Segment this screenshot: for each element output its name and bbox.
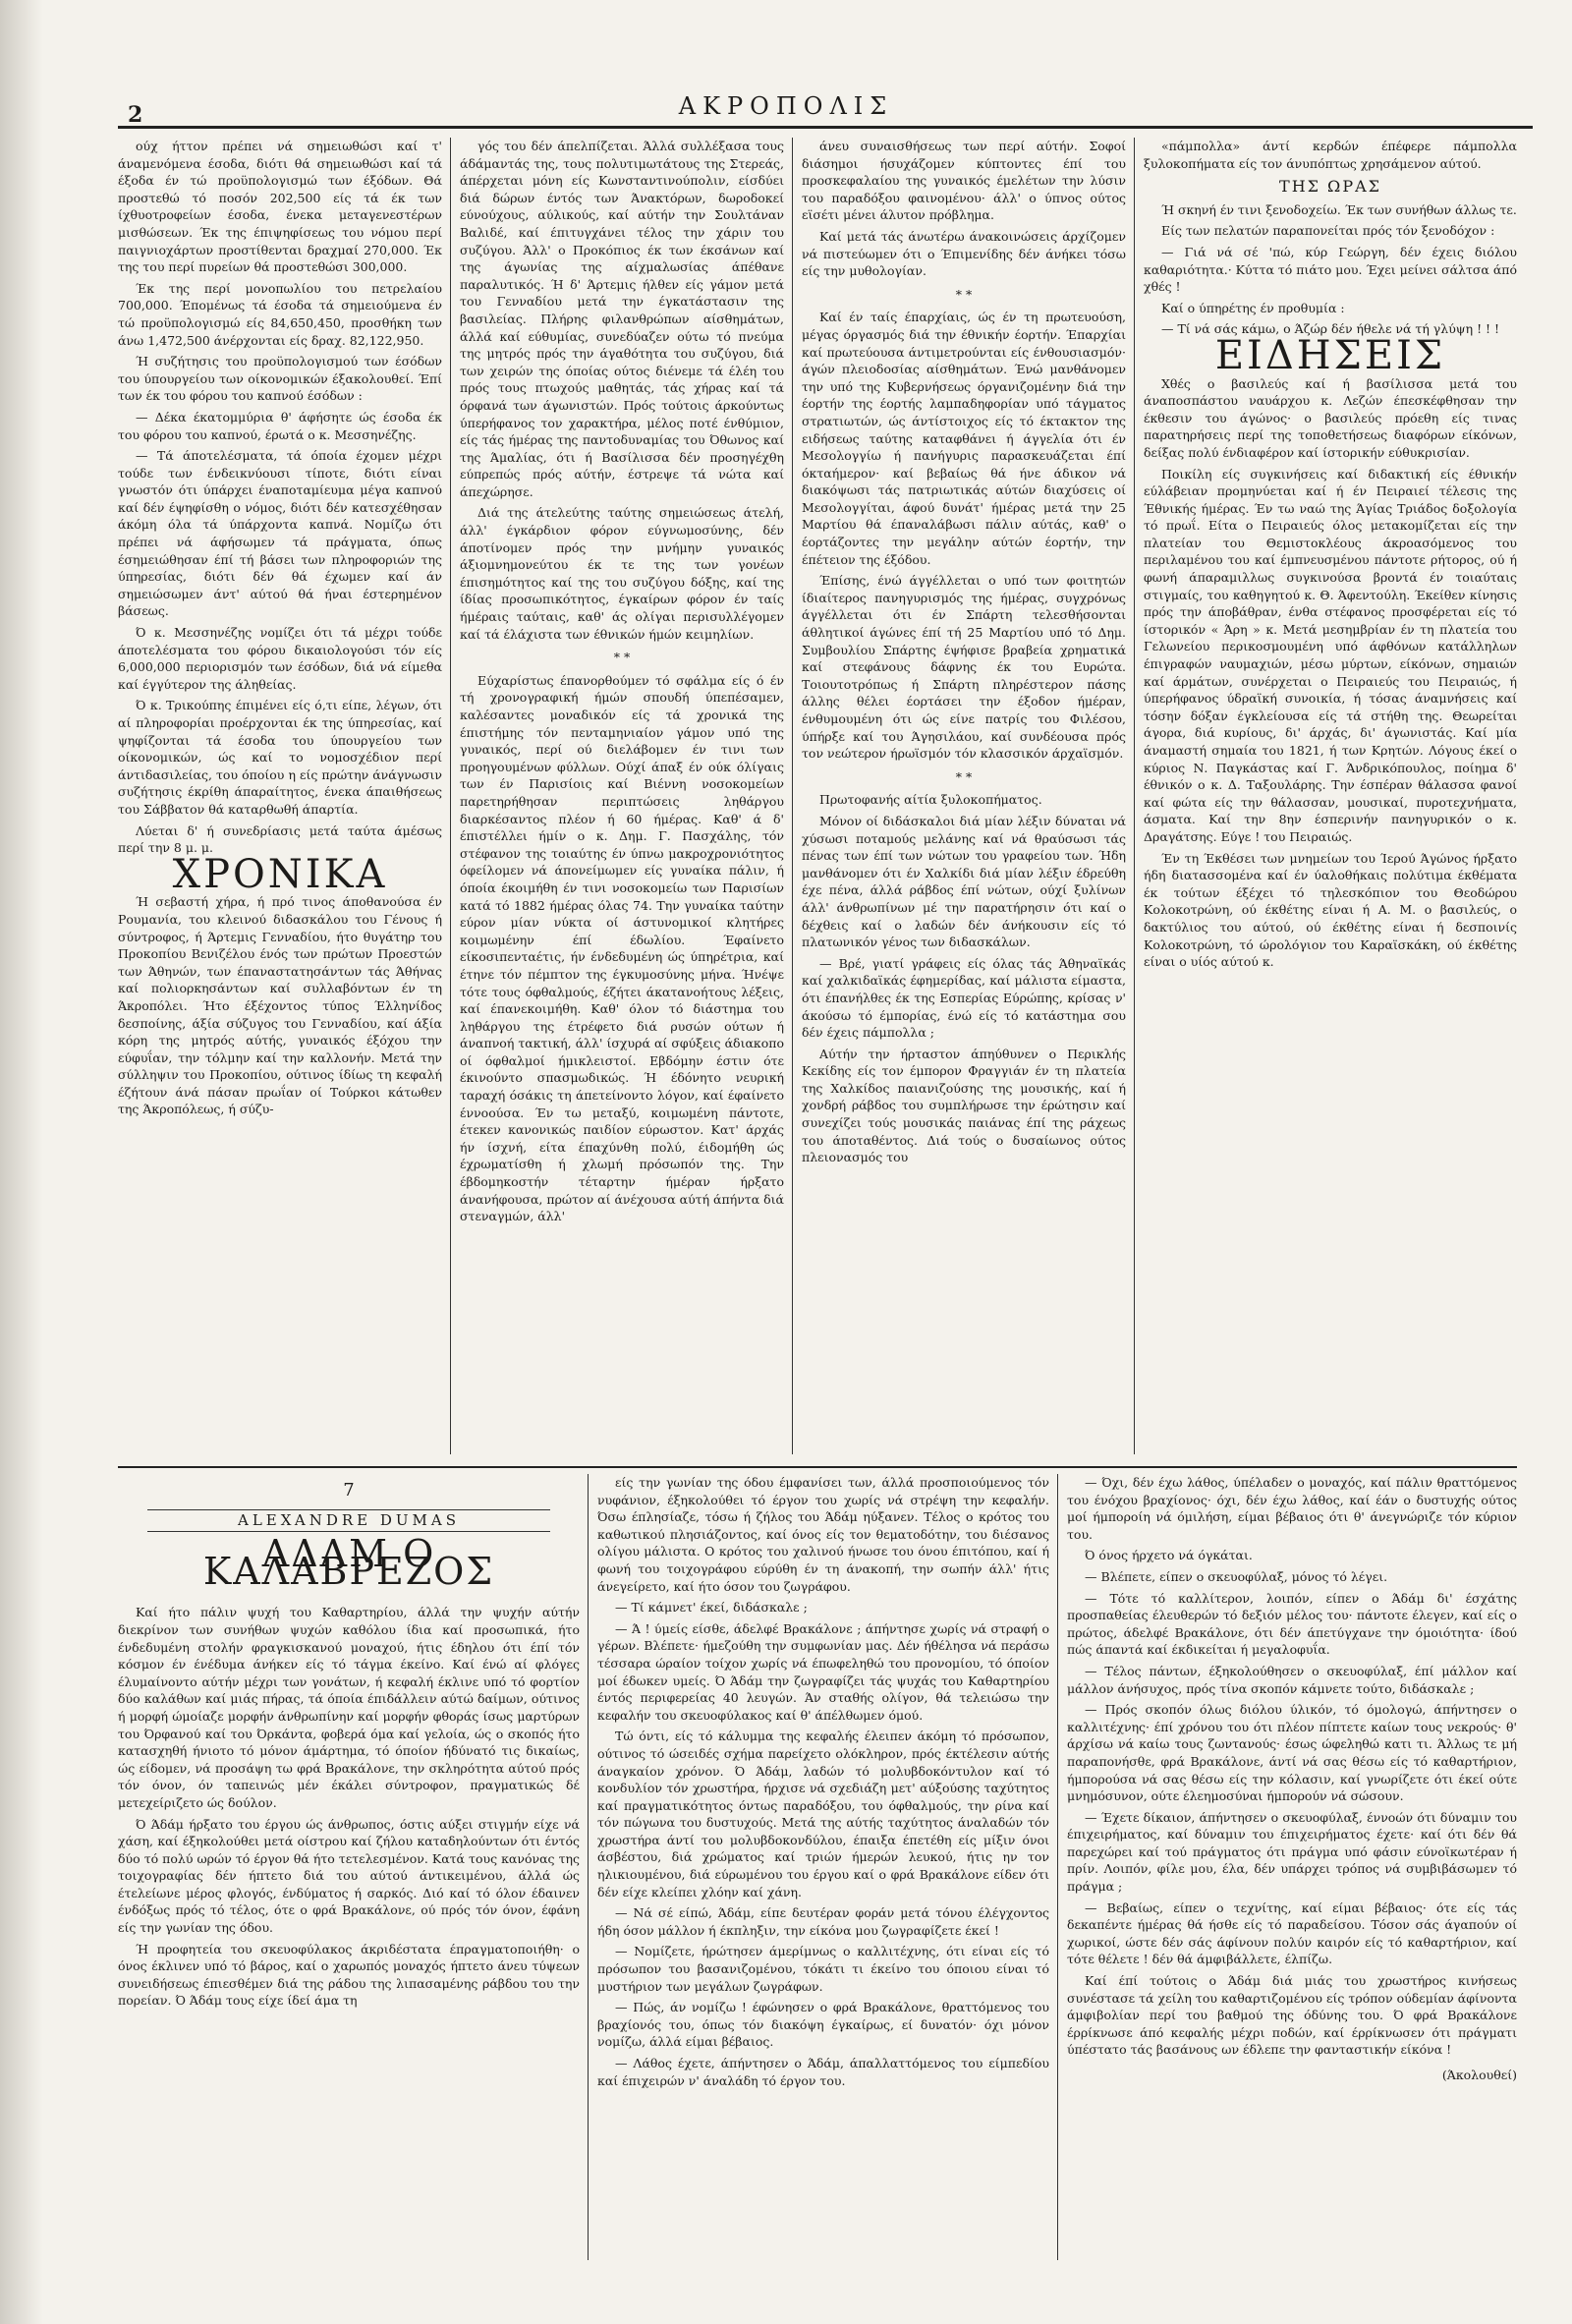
paragraph: — Τότε τό καλλίτερον, λοιπόν, είπεν ο Άδάμ δι' έσχάτης προσπαθείας έλευθερών τό δεξιόν μέλος του· πάντοτε έλεγεν, καί είς ο πρώτος, άδελφέ Βρακάλονε, ότι δέν άπετύγχανε την όμοιότητα· ίδού πώς άπαντά καί έκδικείται ή μεγαλοφυΐα. <box>1067 1590 1517 1658</box>
paragraph: Ή προφητεία του σκευοφύλακος άκριδέστατα έπραγματοποιήθη· ο όνος έκλινεν υπό τό βάρος, καί ο χαρωπός μοναχός ήπτετο άνευ τύψεων συνειδήσεως έπιεσθέμεν διά της ράδου της λιπασαμένης ράβδου του την πορείαν. Ό Άδάμ τους είχε ίδεί άμα τη <box>118 1941 580 2009</box>
section-title-tis-oras: ΤΗΣ ΩΡΑΣ <box>1279 177 1381 197</box>
col4-paras <box>1144 138 1517 172</box>
paragraph: Διά της άτελεύτης ταύτης σημειώσεως άτελή, άλλ' έγκάρδιον φόρον εύγνωμοσύνης, δέν άποτίνομεν πρός την μνήμην γυναικός άξιομνημονεύτου έκ τε της των γονέων έπισημότητος καί της του συζύγου δόξης, καί της ίδίας προσωπικότητος, έγκαίρων φόρον έν ταίς ήμέραις ταύταις, καθ' άς ολίγαι περισυλλέγομεν καί τά έλάχιστα των έθνικών ήμών κειμηλίων. <box>460 505 784 642</box>
paragraph: — Βλέπετε, είπεν ο σκευοφύλαξ, μόνος τό λέγει. <box>1085 1568 1388 1584</box>
col4-paras3 <box>1144 375 1517 971</box>
masthead-rule <box>118 126 1533 129</box>
novel-title: ΑΔΑΜ Ο ΚΑΛΑΒΡΕΖΟΣ <box>202 1532 495 1593</box>
paragraph: — Τέλος πάντων, έξηκολούθησεν ο σκευοφύλαξ, έπί μάλλον καί μάλλον άνήσυχος, πρός τίνα σκοπόν κάμνετε τούτο, διδάσκαλε ; <box>1067 1663 1517 1696</box>
paragraph: — Τί νά σάς κάμω, ο Άζώρ δέν ήθελε νά τή γλύψη ! ! ! <box>1161 321 1500 337</box>
novel-col3-paras <box>1067 1474 1517 2059</box>
col1-paras2 <box>118 893 442 1118</box>
paragraph: Έν τη Έκθέσει των μνημείων του Ίερού Άγώνος ήρξατο ήδη διατασσομένα καί έν ύαλοθήκαις πολύτιμα έκθέματα έκ τούτων έξέχει τό τηλεσκόπιον του Θεοδώρου Κολοκοτρώνη, ού έκθέτης είναι ή Α. Μ. ο βασιλεύς, ο δακτύλιος του αύτού, ού έκθέτης είναι ή δεσποινίς Κολοκοτρώνη, τό ώρολόγιον του Καραϊσκάκη, ού έκθέτης είναι ο υίός αύτού κ. <box>1144 850 1517 970</box>
paragraph: Καί ο ύπηρέτης έν προθυμία : <box>1161 300 1345 315</box>
col2-paras <box>460 138 784 643</box>
paragraph: Εύχαρίστως έπανορθούμεν τό σφάλμα είς ό έν τή χρονογραφική ήμών σπουδή ύπεπέσαμεν, καλέσαντες μοναδικόν είς τά χρονικά της έπιστήμης τόν πενταμηνιαίον γάμον υπό της γυναικός, περί ού διελάβομεν έν τινι των προηγουμένων φύλλων. Ούχί άπαξ έν ούκ όλίγαις των έν Παρισίοις καί Βιέννη νοσοκομείων παρετηρήθησαν περιπτώσεις ληθάργου διαρκέσαντος πλέον ή 60 ήμέρας. Καθ' ά δ' έπιστέλλει ήμίν ο κ. Δημ. Γ. Πασχάλης, τόν στέφανον της τοιαύτης έν ύπνω μακροχρονιότητος όφείλομεν νά άπονείμωμεν είς γυναίκα πάλιν, ή όποία έκοιμήθη έν τινι νοσοκομείω των Παρισίων κατά τό 1882 ήμέρας όλας 74. Την γυναίκα ταύτην εύρον μίαν νύκτα οί άστυνομικοί κλητήρες κοιμωμένην έπί έδωλίου. Έφαίνετο είκοσιπενταέτις, ήν ένδεδυμένη ώς ύπηρέτρια, καί έτηνε τόν πέμπτον της έγκυμοσύνης μήνα. Ήνέψε τότε τους όφθαλμούς, έζήτει άκατανοήτους λέξεις, καί έπανεκοιμήθη. Καθ' όλον τό διάστημα του ληθάργου της έτρέφετο διά ρυσών ούτων ή άναπνοή τακτική, άλλ' ίσχυρά αί σφύξεις άδιακοπο οί όφθαλμοί ήμικλειστοί. Εβδόμην έστιν ότε έκινούντο σπασμωδικώς. Ή έδόνητο νευρική ταραχή όσάκις τη άπετείνοντο λόγον, καί έφαίνετο έννοούσα. Έν τω μεταξύ, κοιμωμένη πάντοτε, έτεκεν κανονικώς παιδίον εύρωστον. Κατ' άρχάς ήν ίσχνή, είτα έπαχύνθη πολύ, έιδομήθη ώς έχρωματίσθη ή χλωμή πρόσωπόν της. Την έβδομηκοστήν τέταρτην ήμέραν ήρξατο άνανήφουσα, πρώτον αί άνέχουσα αύτή άπήντα διά στεναγμών, άλλ' <box>460 672 784 1224</box>
paragraph: Ό Άδάμ ήρξατο του έργου ώς άνθρωπος, όστις αύξει στιγμήν είχε νά χάση, καί έξηκολούθει μετά οίστρου καί ζήλου καταδηλούντων ότι έντός δύο τό πολύ ωρών τό έργον θά ήτο τετελεσμένον. Κατά τους κανόνας της τοιχογραφίας δέν ήπτετο διά του αύτού άντικειμένου, άλλά ώς έτελείωνε μέρος φλογός, ένδύματος ή σαρκός. Διό καί τό όλον έδαινεν ένδόξως πρός τό τέλος, ότε ο φρά Βρακάλονε, ού πρός τόν όνον, έφάνη είς την γωνίαν της όδου. <box>118 1816 580 1936</box>
column-divider <box>450 138 451 1454</box>
paragraph: Πρωτοφανής αίτία ξυλοκοπήματος. <box>819 792 1042 808</box>
column-divider <box>1134 138 1135 1454</box>
separator-stars: * * <box>955 768 973 784</box>
column-divider <box>792 138 793 1454</box>
novel-column-3 <box>1067 1474 1517 2260</box>
col3-paras <box>802 138 1126 280</box>
paragraph: — Βρέ, γιατί γράφεις είς όλας τάς Άθηναϊκάς καί χαλκιδαϊκάς έφημερίδας, καί μάλιστα είμαστα, ότι έπανήλθες έκ της Εσπερίας Εύρώπης, κρίσας ν' άκούσω τό έμπορίας, ένώ είς τό κατάστημα σου δέν έχεις πάμπολλα ; <box>802 955 1126 1041</box>
paragraph: Ή σεβαστή χήρα, ή πρό τινος άποθανούσα έν Ρουμανία, του κλεινού διδασκάλου του Γένους ή σύντροφος, ή Άρτεμις Γενναδίου, ήτο θυγάτηρ του Προκοπίου Βενιζέλου ένός των πρώτων Προεστών των Άθηνών, των έπαναστατησάντων τάς Άθήνας καί πολιορκησάντων καί συλλαβόντων έν τη Άκροπόλει. Ήτο έξέχοντος τύπος Έλληνίδος δεσποίνης, άξία σύζυγος του Γενναδίου, καί άξία κόρη της μητρός αύτής, γυναικός έξόχου την εύφυΐαν, την τόλμην καί την καλλονήν. Μετά την σύλληψιν του Προκοπίου, ούτινος ίδίως τη κεφαλή έζήτουν άνά πάσαν πρωΐαν οί Τούρκοι κάτωθεν της Άκροπόλεως, ή σύζυ- <box>118 894 442 1117</box>
novel-column-1 <box>118 1474 580 2260</box>
paragraph: Ό όνος ήρχετο νά όγκάται. <box>1085 1548 1253 1563</box>
novel-column-2 <box>597 1474 1049 2260</box>
novel-col2-paras <box>597 1474 1049 2089</box>
col2-paras2 <box>460 672 784 1225</box>
paragraph: είς την γωνίαν της όδου έμφανίσει των, άλλά προσποιούμενος τόν νυφάνιον, έξηκολούθει τό έργον του χωρίς νά στρέψη την κεφαλήν. Όσω έπλησίαζε, τόσω ή ζήλος του Άδάμ ηύξανεν. Τέλος ο κρότος του καθωτικού πλησιάζοντος, καί όνος είς τον θεματοδότην, του διέσανος ολίγου μάλιστα. Ο κρότος του χαλινού ήνωσε του όνου έπιτόπου, καί ή φωνή του τοιχογράφου εύρύθη έν τη άνακοπή, την σωπήν άλλ' ήτις άνεγείρετο, καί ήτο όσον του ζωγράφου. <box>597 1475 1049 1594</box>
masthead-title: ΑΚΡΟΠΟΛΙΣ <box>678 92 894 120</box>
col4-paras2 <box>1144 201 1517 338</box>
column-divider <box>588 1474 589 2260</box>
page-binding-edge <box>0 0 43 2324</box>
paragraph: — Τί κάμνετ' έκεί, διδάσκαλε ; <box>615 1600 808 1615</box>
paragraph: Είς των πελατών παραπονείται πρός τόν ξενοδόχον : <box>1161 223 1495 239</box>
paragraph: Λύεται δ' ή συνεδρίασις μετά ταύτα άμέσως περί την 8 μ. μ. <box>118 822 442 856</box>
col3-paras3 <box>802 791 1126 1165</box>
column-divider <box>1057 1474 1058 2260</box>
column-1 <box>118 138 442 1454</box>
paragraph: — Όχι, δέν έχω λάθος, ύπέλαδεν ο μοναχός, καί πάλιν θραττόμενος του ένόχου βραχίονος· όχι, δέν έχω λάθος, καί έάν ο δυστυχής ούτος μοί ήμποροίη νά όμιλήση, είμαι βέβαιος ότι θ' άνεγνώριζε τόν κύριον του. <box>1067 1475 1517 1542</box>
paragraph: Έπίσης, ένώ άγγέλλεται ο υπό των φοιτητών ίδιαίτερος πανηγυρισμός της ήμέρας, συγχρόνως άγγέλλεται ότι έν Σπάρτη τελεσθήσονται άθλητικοί άγώνες έπί τή 25 Μαρτίου υπό τό Δημ. Συμβουλίου Σπάρτης έψήφισε βραβεία χρηματικά καί στεφάνους δάφνης έκ του Ευρώτα. Τοιουτοτρόπως ή Σπάρτη πληρέστερον πάσης άλλης θέλει έορτάσει την έξοδον ήμέραν, ένθυμουμένη ότι ώς είνε πατρίς του Φιλέσου, ύπήρξε καί του Άγησιλάου, καί συνδέουσα πρός τον νεώτερον ήρωϊσμόν τόν κλασσικόν άρχαϊσμόν. <box>802 573 1126 762</box>
paragraph: Χθές ο βασιλεύς καί ή βασίλισσα μετά του άναποσπάστου ναυάρχου κ. Λεζών έπεσκέφθησαν την έκθεσιν του άγώνος· ο βασιλεύς πρόεθη είς τινας παρατηρήσεις περί της τοποθετήσεως διαφόρων είκόνων, δείξας πολύ ένδιαφέρον καί ίστορικήν εύθυκρισίαν. <box>1144 375 1517 460</box>
column-3 <box>802 138 1126 1454</box>
paragraph: — Πρός σκοπόν όλως διόλου ύλικόν, τό όμολογώ, άπήντησεν ο καλλιτέχνης· έπί χρόνου του ότι πλέον πίπτετε καίων τους νεκρούς· θ' άρχίσω νά καίω τους ζωντανούς· έσως ώφεληθώ κατι τι. Άλλως τε μή παραπονήσθε, φρά Βρακάλονε, άντί νά σας θέσω είς τό καθαρτήριον, ήμπορούσα νά σας θέσω είς την κόλασιν, καί γνωρίζετε ότι έκεί ούτε μνημόσυνον, ούτε έλεημοσύναι ήμπορούν νά σώσουν. <box>1067 1702 1517 1804</box>
paragraph: Ό κ. Τρικούπης έπιμένει είς ό,τι είπε, λέγων, ότι αί πληροφορίαι προέρχονται έκ της ύπηρεσίας, καί ψηφίζονται τά έσοδα του ύπουργείου των οίκονομικών, ώς καί το νομοσχέδιον περί άντιδασιλείας, του όποίου η είς πρώτην άνάγνωσιν συζήτησις έκρίθη άπαραίτητος, ένεκα άπαιθήσεως του Σάββατον θά καταρθωθή άπαρτία. <box>118 698 442 817</box>
paragraph: Καί έπί τούτοις ο Άδάμ διά μιάς του χρωστήρος κινήσεως συνέστασε τά χείλη του καθαρτιζομένου είς τρόπον ούδεμίαν άφίνοντα άμφιβολίαν περί του βαθμού της όδύνης του. Ό φρά Βρακάλονε έρρίκνωσε άπό κεφαλής μέχρι ποδών, καί έρρίκνωσεν ότι πράγματι ύπέστατο τάς βασάνους ων έδλεπε την φανταστικήν είκόνα ! <box>1067 1973 1517 2058</box>
column-2 <box>460 138 784 1454</box>
paragraph: — Νά σέ είπώ, Άδάμ, είπε δευτέραν φοράν μετά τόνου έλέγχοντος ήδη όσον μάλλον ή έκπληξιν, την είκόνα μου ζωγραφίζετε έκεί ! <box>597 1905 1049 1938</box>
separator-stars: * * <box>955 286 973 302</box>
paragraph: Ή σκηνή έν τινι ξενοδοχείω. Έκ των συνήθων άλλως τε. <box>1161 201 1517 217</box>
paragraph: Αύτήν την ήρταστον άπηύθυνεν ο Περικλής Κεκίδης είς τον έμπορον Φραγγιάν έν τη πλατεία της Χαλκίδος παιανιζούσης της μουσικής, καί ή χονδρή ράβδος του συμπλήρωσε την έρώτησιν καί συνεχίζει τούς μουσικάς παιάνας έπί της ράχεως του άποταθέντος. Διά τούς ο δυσαίωνος ούτος πλειονασμός του <box>802 1046 1126 1165</box>
paragraph: — Τά άποτελέσματα, τά όποία έχομεν μέχρι τούδε των ένδεικνύουσι τίποτε, διότι είναι γνωστόν ότι ύπάρχει έναποταμίευμα μέγα καπνού καί δέν έψηφίσθη ο νόμος, διότι δέν κατεσχέθησαν άκόμη όλα τά ύπάρχοντα καπνά. Νομίζω ότι πρέπει νά άφήσωμεν τά πράγματα, όπως έσημειώθησαν έπί τή βάσει των πληροφοριών της ύπηρεσίας, διότι δέν θά έχωμεν καί άν σημειώσωμεν άντ' αύτού θά ήναι έστερημένον βάσεως. <box>118 448 442 619</box>
col3-paras2 <box>802 309 1126 762</box>
paragraph: Τώ όντι, είς τό κάλυμμα της κεφαλής έλειπεν άκόμη τό πρόσωπον, ούτινος τό ώσειδές σχήμα παρείχετο ολόκληρον, πρός έκτέλεσιν αύτής άναγκαίον χρόνον. Ό Άδάμ, λαδών τό μολυβδοκόντυλον καί τό κονδυλίον τόν χρωστήρα, ήρχισε νά σχεδιάζη μετ' αύξούσης ταχύτητος καί πραγματικότητος όντως παραδόξου, του όφθαλμούς, την ρίνα καί τόν πώγωνα του δυστυχούς. Μετά της αύτής ταχύτητος άναλαδών τόν χρωστήρα άντί του μολυβδοκονδύλου, έπαιξα έπετέθη είς μίξιν όνοι άσβέστου, διά χρώματος καί τριών ήμερών λευκού, ήτις ην τον ηλικιουμένου, διά εύρωμένου του έργου καί ο φρά Βρακάλονε είδεν ότι δέν είχε κλείπει χλόην καί χάνη. <box>597 1729 1049 1899</box>
paragraph: Έκ της περί μονοπωλίου του πετρελαίου 700,000. Έπομένως τά έσοδα τά σημειούμενα έν τώ προϋπολογισμώ είς 84,650,450, προσθήκη των άνω 1,472,500 άνέρχονται είς δραχ. 82,122,950. <box>118 280 442 348</box>
paragraph: Ό κ. Μεσσηνέζης νομίζει ότι τά μέχρι τούδε άποτελέσματα του φόρου δικαιολογούσι τόν είς 6,000,000 περιορισμόν των έσόδων, διά νά είμεθα καί έγγύτερον της άληθείας. <box>118 625 442 692</box>
paragraph: Ποικίλη είς συγκινήσεις καί διδακτική είς έθνικήν εύλάβειαν προμηνύεται καί ή έν Πειραιεί τέλεσις της Έθνικής ήμέρας. Έν τω ναώ της Άγίας Τριάδος δοξολογία τό πρωΐ. Είτα ο Πειραιεύς όλος μετακομίζεται είς την πλατείαν του Θεμιστοκλέους άκροασόμενος του περιλαμένου του καί έμπνευσμένου πάντοτε ρήτορος, ού ή φωνή άπαραμιλλως συγκινούσα βροντά έν τοιαύταις στιγμαίς, του καθηγητού κ. Θ. Άφεντούλη. Έκείθεν κίνησις πρός την άποβάθραν, ένθα στέφανος προσφέρεται είς τό ίστορικόν « Άρη » κ. Μετά μεσημβρίαν έν τη πλατεία του Γελωνείου περικοσμουμένη υπό άφθόνων κατάλληλων έπιγραφών ναυμαχιών, μέσω μύρτων, είκόνων, σημαιών καί άρμάτων, συνέρχεται ο Πειραιεύς του Πειραιώς, ή ύπερήφανος ύδραϊκή συνοικία, ή τόσας άναμνήσεις καί τόσην δόξαν έγκλείουσα είς τά στήθη της. Θεωρείται άγορα, διά κυρίους, δι' άρχάς, δι' άγωνιστάς. Καί μία άναμαστή σημαία του 1821, ή των Κρητών. Λόγους έκεί ο κύριος Ν. Παγκάστας καί Γ. Άνδρικόπουλος, ποίημα δ' έθνικόν ο κ. Δ. Ταξουλάρης. Την έσπέραν θάλασσα φανοί καί φώτα είς την θάλασσαν, μουσικαί, πυροτεχνήματα, άσματα. Καί την 8ην έσπερινήν πανηγυρικόν ο κ. Δραγάτσης. Εύγε ! του Πειραιώς. <box>1144 466 1517 844</box>
paragraph: — Δέκα έκατομμύρια θ' άφήσητε ώς έσοδα έκ του φόρου του καπνού, έρωτά ο κ. Μεσσηνέζης. <box>118 409 442 442</box>
paragraph: Ή συζήτησις του προϋπολογισμού των έσόδων του ύπουργείου των οίκονομικών έξακολουθεί. Έπί των έκ του φόρου του καπνού έσόδων : <box>118 354 442 404</box>
paragraph: «πάμπολλα» άντί κερδών έπέφερε πάμπολλα ξυλοκοπήματα είς τον άνυπόπτως χρησάμενον αύτού. <box>1144 139 1517 171</box>
feuilleton-rule <box>118 1466 1517 1468</box>
paragraph: γός του δέν άπελπίζεται. Άλλά συλλέξασα τους άδάμαντάς της, τους πολυτιμωτάτους της Στερεάς, άπέρχεται μόνη είς Κωνσταντινούπολιν, είσδύει διά δώρων έντός των Άνακτόρων, δωροδοκεί εύνούχους, αύλικούς, καί αύτήν την Σουλτάναν Βαλιδέ, καί έπιτυγχάνει τέλος την χάριν του συζύγου. Άλλ' ο Προκόπιος έκ των έκσάνων καί της άγωνίας της αίχμαλωσίας άπέθανε παραλυτικός. Ή δ' Άρτεμις ήλθεν είς γάμον μετά του Γενναδίου μετά την έγκατάστασιν της βασιλείας. Πλήρης φιλανθρώπων αίσθημάτων, άλλά καί εύθυμίας, συνεδύαζεν ούτω τό πνεύμα της μητρός πρός την άγαθότητα του συζύγου, διά των χειρών της όποίας ούτος διένεμε τά έλέη του πρός τους πτωχούς μαθητάς, τάς χήρας καί τά όρφανά των άγωνιστών. Πρός τούτοις άρκούντως ύπερήφανος τον χαρακτήρα, μέλος ποτέ ένθύμιον, είς τάς ήμέρας της παντοδυναμίας του Όθωνος καί της Άμαλίας, ότι ή Βασίλισσα δέν προσηγέχθη εύπρεπώς πρός αύτήν, έστρεψε τά νώτα καί άπεχώρησε. <box>460 139 784 499</box>
paragraph: ούχ ήττον πρέπει νά σημειωθώσι καί τ' άναμενόμενα έσοδα, διότι θά σημειωθώσι καί τά έξοδα έν τώ προϋπολογισμώ των έξόδων. Θά προστεθώ τό ποσόν 202,500 είς τά έκ των ίχθυοτροφείων έσοδα, ένεκα μεταγενεστέρων μισθώσεων. Έκ της έπιψηφίσεως του νόμου περί παιγνιοχάρτων προστίθενται δραχμαί 270,000. Έκ της του περί πυρείων θά προστεθώσι 300,000. <box>118 139 442 275</box>
col1-paras <box>118 138 442 857</box>
serial-number: 7 <box>343 1480 355 1501</box>
separator-stars: * * <box>613 650 631 665</box>
paragraph: Καί ήτο πάλιν ψυχή του Καθαρτηρίου, άλλά την ψυχήν αύτήν διεκρίνον των συνήθων ψυχών καθόλου ίδια καί προσωπικά, ήτο ένδεδυμένη στολήν φραγκισκανού μοναχού, ήτις έδηλου ότι έπί τόν κόσμον έν ένέδυμα άνήκεν είς τό τάγμα έκείνο. Καί ένώ αί φλόγες έλυμαίνοντο αύτήν μέχρι των γονάτων, ή κεφαλή έκλινε υπό τό φορτίον δύο καλάθων καί μιάς πήρας, τά όποία έπιδάλλειν αύτώ δαίμων, ούτινος ή μορφή ώμοίαζε μορφήν άνθρωπίνην καί μορφήν φθοράς ίσως μαρτύρων του Όρφανού καί του Όρκάντα, φοβερά όμα καί γελοία, ώς ο σκοπός ήτο κατασχηθή ήνιοτο τό μόνον άμάρτημα, τό όποίον ήδύνατό τις δικαίως, ώς είδομεν, νά προσάψη τω φρά Βρακάλονε, την σκληρότητα αύτού πρός τόν όνον, όν ταπεινώς μέν έκάλει σύντροφον, πραγματικώς δέ μετεχείριζετο ώς δούλον. <box>118 1605 580 1810</box>
section-title-chronika: ΧΡΟΝΙΚΑ <box>172 851 388 897</box>
paragraph: — Πώς, άν νομίζω ! έφώνησεν ο φρά Βρακάλονε, θραττόμενος του βραχίονός του, όπως τόν διακόψη έγκαίρως, εί δυνατόν· όχι μόνον νομίζω, άλλά είμαι βέβαιος. <box>597 2000 1049 2050</box>
section-title-eidiseis: ΕΙΔΗΣΕΙΣ <box>1214 332 1446 378</box>
paragraph: — Ά ! ύμείς είσθε, άδελφέ Βρακάλονε ; άπήντησε χωρίς νά στραφή ο γέρων. Βλέπετε· ήμεζούθη την συμφωνίαν μας. Δέν ήθέλησα νά περάσω τέσσαρα ώραίον τοίχον χωρίς νά έπωφεληθώ του προνομίου, τό όποίον μοί έδωκεν υμείς. Ό Άδάμ την ζωγραφίζει τάς ψυχάς του Καθαρτηρίου έντός περιφερείας 40 λευγών. Άν σταθής ολίγον, θά τελειώσω την κεφαλήν του σκευοφύλακος καί θ' άπέλθωμεν όμού. <box>597 1620 1049 1723</box>
paragraph: Καί μετά τάς άνωτέρω άνακοινώσεις άρχίζομεν νά πιστεύωμεν ότι ο Έπιμενίδης δέν άνήκει τόσω είς την μυθολογίαν. <box>802 228 1126 279</box>
novel-col1-paras <box>118 1604 580 2010</box>
paragraph: — Έχετε δίκαιον, άπήντησεν ο σκευοφύλαξ, έννοών ότι δύναμιν του έπιχειρήματος, καί δύναμιν του έπιχειρήματος έχετε· καί ότι δέν θά παρεχώρει καί τού πράγματος ότι πράγμα υπό φάσιν εύνοϊκωτέραν ή πρίν. Λοιπόν, φίλε μου, έλα, δέν υπάρχει τρόπος νά συμβιβάσωμεν τό πράγμα ; <box>1067 1809 1517 1895</box>
paragraph: Καί έν ταίς έπαρχίαις, ώς έν τη πρωτευούση, μέγας όργασμός διά την έθνικήν έορτήν. Έπαρχίαι καί πρωτεύουσα άντιμετρούνται είς ένθουσιασμόν· άγών πλειοδοσίας αίσθημάτων. Ένώ μανθάνομεν την υπό της Κυβερνήσεως όργανιζομένην διά την έορτήν της έορτής λαμπαδηφορίαν υπό τάγματος στρατιωτών, ώς άντίστοιχος είς τό έκτακτον της ειδήσεως ταύτης καταφθάνει ή άγγελία ότι έν Μεσολογγίω ή πανήγυρις παρασκευάζεται έπί όκταήμερον· καί βεβαίως θά ήνε άδικον νά διακόψωσι τάς πατριωτικάς αύτών διαχύσεις οί Μεσολογγίται, άφού δυνάτ' ήμέρας μετά την 25 Μαρτίου θά έπαναλάβωσι πάλιν αύτάς, καθ' ο έορτάζοντες την μεγάλην αύτών έορτήν, την έπέτειον της έξόδου. <box>802 310 1126 567</box>
paragraph: άνευ συναισθήσεως των περί αύτήν. Σοφοί διάσημοι ήσυχάζομεν κύπτοντες έπί του προσκεφαλαίου της γυναικός έμελέτων την λύσιν του παραδόξου φαινομένου· άλλ' ο ύπνος ούτος εϊσέτι μένει άλυτον πρόβλημα. <box>802 139 1126 223</box>
paragraph: — Βεβαίως, είπεν ο τεχνίτης, καί είμαι βέβαιος· ότε είς τάς δεκαπέντε ήμέρας θά ήσθε είς τό παραδείσου. Τόσον σάς άγαπούν οί χωρικοί, ώστε δέν σάς άφίνουν πολύν καιρόν είς τό καθαρτήριον, καί τότε θέλετε ! δέν θά άμφιβάλλετε, έλπίζω. <box>1067 1899 1517 1967</box>
paragraph: — Νομίζετε, ήρώτησεν άμερίμνως ο καλλιτέχνης, ότι είναι είς τό πρόσωπον του βασανιζομένου, τόκάτι τι έκείνο του όποιου είναι τό μυστήριον των μεγάλων ζωγράφων. <box>597 1944 1049 1994</box>
novel-author: ALEXANDRE DUMAS <box>147 1509 550 1533</box>
paragraph: — Λάθος έχετε, άπήντησεν ο Άδάμ, άπαλλαττόμενος του είμπεδίου καί έπιχειρών ν' άναλάδη τό έργον του. <box>597 2056 1049 2088</box>
paragraph: — Γιά νά σέ 'πώ, κύρ Γεώργη, δέν έχεις διόλου καθαριότητα.· Κύττα τό πιάτο μου. Έχει μείνει σάλτσα άπό χθές ! <box>1144 244 1517 295</box>
continued-note: (Άκολουθεί) <box>1441 2068 1517 2082</box>
column-4 <box>1144 138 1517 1454</box>
paragraph: Μόνον οί διδάσκαλοι διά μίαν λέξιν δύναται νά χύσωσι ποταμούς μελάνης καί νά θραύσωσι τάς πένας των έπί των νώτων του γραφείου των. Ήδη μανθάνομεν ότι έν Χαλκίδι διά μίαν λέξιν έδρεύθη έχε πένα, άλλά ράβδος έπί νώτων, ούχί ξυλίνων άλλ' άνθρωπίνων μέ την παρατήρησιν ότι καί ο δέχθεις καί ο λαδών δέν άνήκουσιν είς τό πλατωνικόν γένος των διδασκάλων. <box>802 813 1126 950</box>
page-number: 2 <box>128 102 143 128</box>
